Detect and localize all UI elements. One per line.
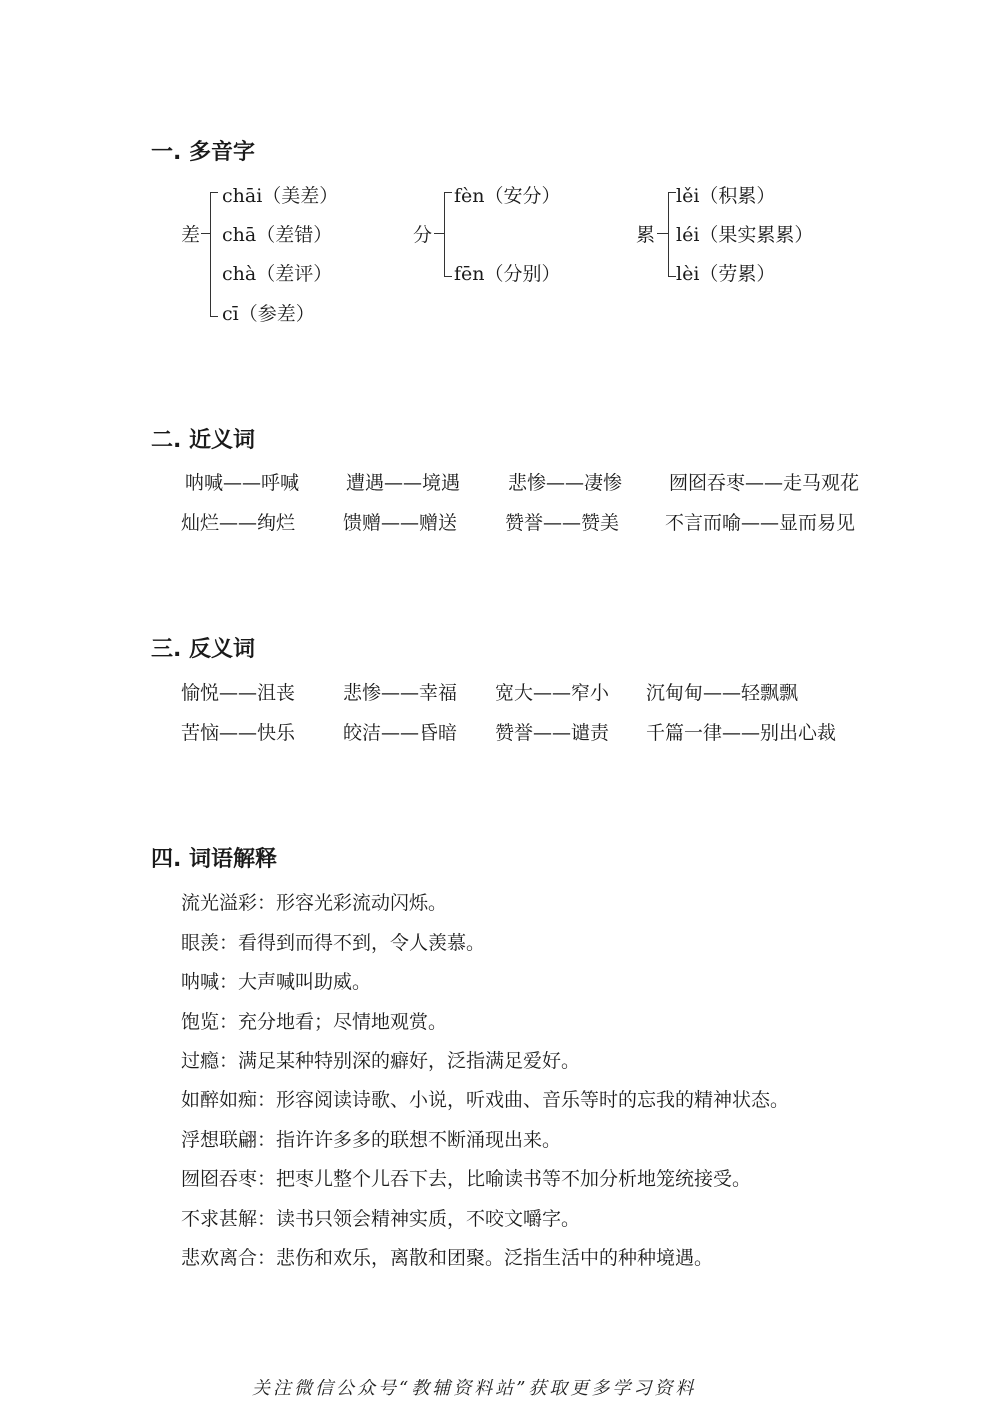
reading-item: chà（差评） xyxy=(222,263,333,285)
reading-item: lèi（劳累） xyxy=(676,263,776,285)
synonym-pair: 不言而喻——显而易见 xyxy=(665,512,856,534)
antonym-pair: 愉悦——沮丧 xyxy=(181,682,296,704)
polyphonic-char: 分 xyxy=(413,224,433,246)
definition-item: 浮想联翩：指许许多多的联想不断涌现出来。 xyxy=(181,1129,562,1151)
definition-item: 呐喊：大声喊叫助威。 xyxy=(181,971,372,993)
antonym-pair: 赞誉——谴责 xyxy=(495,722,610,744)
definition-item: 悲欢离合：悲伤和欢乐，离散和团聚。泛指生活中的种种境遇。 xyxy=(181,1247,714,1269)
synonym-pair: 赞誉——赞美 xyxy=(505,512,620,534)
brace-stem xyxy=(434,233,444,234)
definition-item: 饱览：充分地看；尽情地观赏。 xyxy=(181,1011,448,1033)
polyphonic-char: 累 xyxy=(636,224,656,246)
brace-line xyxy=(444,192,445,276)
section-title-definitions: 四. 词语解释 xyxy=(151,847,278,872)
polyphonic-char: 差 xyxy=(181,224,201,246)
antonym-pair: 悲惨——幸福 xyxy=(343,682,458,704)
section-title-polyphonic: 一. 多音字 xyxy=(151,140,256,165)
antonym-pair: 沉甸甸——轻飘飘 xyxy=(646,682,799,704)
synonym-pair: 囫囵吞枣——走马观花 xyxy=(669,472,860,494)
definition-item: 不求甚解：读书只领会精神实质，不咬文嚼字。 xyxy=(181,1208,581,1230)
brace-stem xyxy=(201,233,210,234)
antonym-pair: 皎洁——昏暗 xyxy=(343,722,458,744)
reading-item: cī（参差） xyxy=(222,303,315,325)
definition-item: 眼羡：看得到而得不到，令人羡慕。 xyxy=(181,932,486,954)
synonym-pair: 遭遇——境遇 xyxy=(346,472,461,494)
antonym-pair: 宽大——窄小 xyxy=(495,682,610,704)
section-title-synonyms: 二. 近义词 xyxy=(151,428,256,453)
synonym-pair: 馈赠——赠送 xyxy=(343,512,458,534)
brace-line xyxy=(668,192,669,276)
definition-item: 囫囵吞枣：把枣儿整个儿吞下去，比喻读书等不加分析地笼统接受。 xyxy=(181,1168,752,1190)
reading-item: lěi（积累） xyxy=(676,185,776,207)
footer-note: 关注微信公众号“教辅资料站”获取更多学习资料 xyxy=(252,1378,697,1399)
antonym-pair: 千篇一律——别出心裁 xyxy=(646,722,837,744)
reading-item: fēn（分别） xyxy=(454,263,561,285)
reading-item: chā（差错） xyxy=(222,224,333,246)
brace-stem xyxy=(657,233,668,234)
reading-item: fèn（安分） xyxy=(454,185,561,207)
reading-item: chāi（美差） xyxy=(222,185,339,207)
synonym-pair: 灿烂——绚烂 xyxy=(181,512,296,534)
definition-item: 过瘾：满足某种特别深的癖好，泛指满足爱好。 xyxy=(181,1050,581,1072)
brace-line xyxy=(210,192,211,316)
definition-item: 如醉如痴：形容阅读诗歌、小说，听戏曲、音乐等时的忘我的精神状态。 xyxy=(181,1089,790,1111)
section-title-antonyms: 三. 反义词 xyxy=(151,637,256,662)
reading-item: léi（果实累累） xyxy=(676,224,814,246)
synonym-pair: 悲惨——凄惨 xyxy=(508,472,623,494)
synonym-pair: 呐喊——呼喊 xyxy=(185,472,300,494)
definition-item: 流光溢彩：形容光彩流动闪烁。 xyxy=(181,892,448,914)
antonym-pair: 苦恼——快乐 xyxy=(181,722,296,744)
